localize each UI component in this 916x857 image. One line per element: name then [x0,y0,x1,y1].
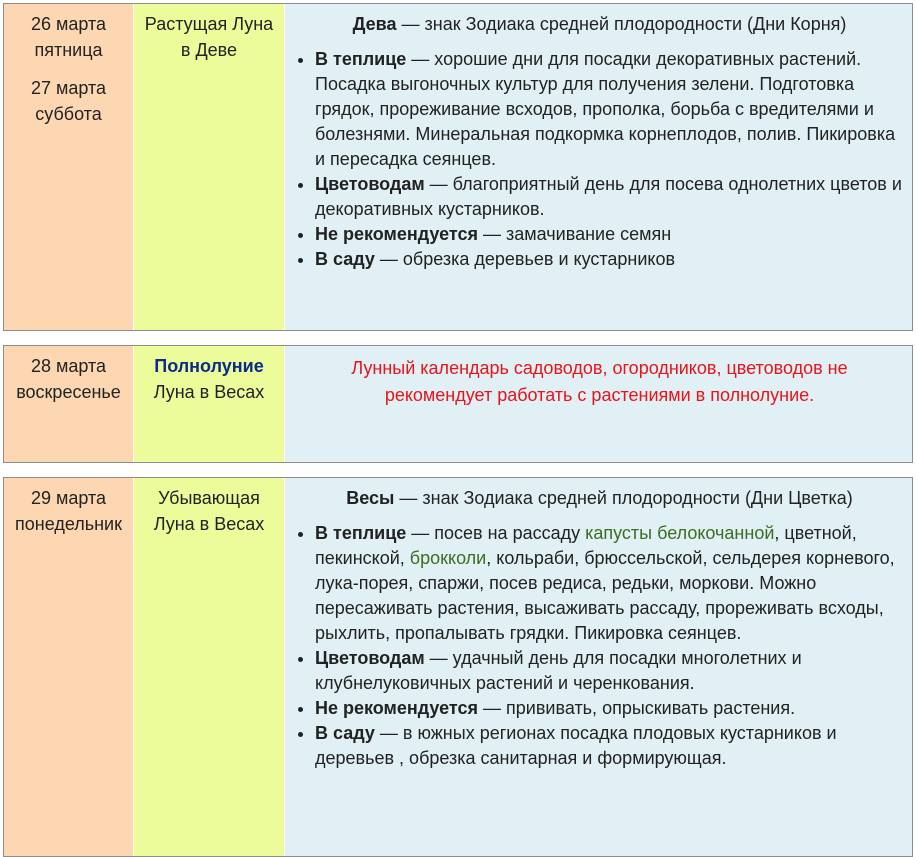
task-text: — в южных регионах посадка плодовых кустарников и деревьев , обрезка санитарная и формирующая. [315,723,837,768]
tasks-list [297,521,902,771]
date-cell [4,346,134,462]
list-item [315,222,902,247]
moon-phase-cell [134,346,285,462]
zodiac-sign-title [297,11,902,37]
weekday-label: пятница [34,40,103,60]
date-cell [4,478,134,856]
list-item [315,646,902,696]
task-category: Не рекомендуется [315,698,479,718]
date-label: 27 марта [30,78,107,98]
task-category: В теплице [315,523,407,543]
tasks-list [297,47,902,272]
cabbage-link[interactable]: капусты белокочанной [585,523,775,543]
task-text: — замачивание семян [478,224,672,244]
task-category: В саду [315,249,375,269]
moon-phase-label: Убывающая [158,488,260,508]
task-text: — прививать, опрыскивать растения. [478,698,796,718]
date-label: 26 марта [30,14,107,34]
broccoli-link[interactable]: брокколи [409,548,487,568]
recommendations-cell [285,478,912,856]
task-category: В теплице [315,49,407,69]
zodiac-sign-title [297,485,902,511]
moon-sign-label: Луна в Весах [153,514,265,534]
list-item [315,521,902,646]
date-cell [4,4,134,330]
full-moon-label: Полнолуние [154,356,264,376]
list-item [315,721,902,771]
task-category: Цветоводам [315,174,425,194]
task-category: В саду [315,723,375,743]
moon-phase-label: Растущая Луна [144,14,274,34]
moon-phase-cell [134,478,285,856]
list-item [315,172,902,222]
task-text: — обрезка деревьев и кустарников [374,249,676,269]
list-item [315,696,902,721]
task-text: , кольраби, брюссельской, сельдерея корневого, лука-порея, спаржи, посев редиса, редьки, моркови. Можно пересаживать растения, высаживать рассаду, прореживать всходы, рыхлить, пропалывать грядки. Пикировка сеянцев. [315,548,895,643]
weekday-label: суббота [35,104,102,124]
zodiac-sign-description: — знак Зодиака средней плодородности (Дни Цветка) [394,488,853,508]
date-label: 28 марта [30,356,107,376]
calendar-row-mar29 [3,477,913,857]
moon-sign-label: Луна в Весах [153,382,265,402]
list-item [315,247,902,272]
recommendations-cell [285,346,912,462]
task-text: — посев на рассаду [406,523,586,543]
moon-sign-label: в Деве [180,40,238,60]
moon-phase-cell [134,4,285,330]
date-label: 29 марта [30,488,107,508]
weekday-label: воскресенье [16,382,121,402]
task-category: Не рекомендуется [315,224,479,244]
zodiac-sign-name: Дева [352,14,397,34]
zodiac-sign-name: Весы [346,488,395,508]
task-text: — хорошие дни для посадки декоративных растений. Посадка выгоночных культур для получения зелени. Подготовка грядок, прореживание всходов, прополка, борьба с вредителями и болезнями. Минеральная подкормка корнеплодов, полив. Пикировка и пересадка сеянцев. [315,49,896,169]
task-text: — удачный день для посадки многолетних и клубнелуковичных растений и черенкования. [315,648,802,693]
list-item [315,47,902,172]
zodiac-sign-description: — знак Зодиака средней плодородности (Дни Корня) [396,14,847,34]
task-text: , цветной, пекинской, [315,523,857,568]
weekday-label: понедельник [15,514,122,534]
task-text: — благоприятный день для посева однолетних цветов и декоративных кустарников. [315,174,902,219]
calendar-row-mar28 [3,345,913,463]
full-moon-warning: Лунный календарь садоводов, огородников, цветоводов не рекомендует работать с растениями в полнолуние. [351,358,848,405]
calendar-row-mar26-27 [3,3,913,331]
task-category: Цветоводам [315,648,425,668]
recommendations-cell [285,4,912,330]
